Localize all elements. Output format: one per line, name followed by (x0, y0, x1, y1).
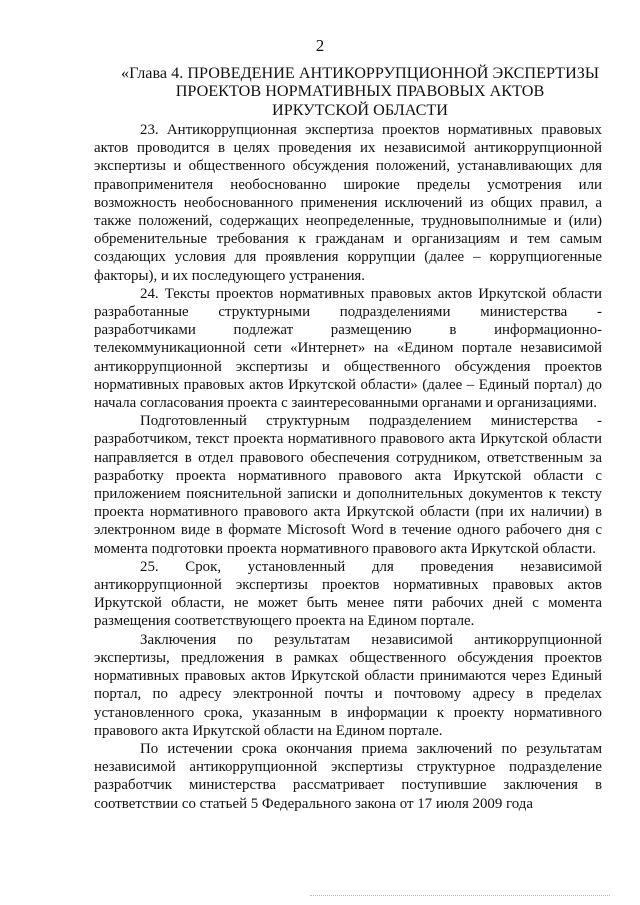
paragraph-25-review: По истечении срока окончания приема заключений по результатам независимой антикоррупционной экспертизы структурное подразделение разработчик министерства рассматривает поступившие заключения в соответствии со статьей 5 Федерального закона от 17 июля 2009 года (94, 740, 602, 812)
paragraph-24-continuation: Подготовленный структурным подразделением министерства - разработчиком, текст проекта нормативного правового акта Иркутской области направляется в отдел правового обеспечения сотрудником, ответственным за разработку проекта нормативного правового акта Иркутской области с приложением пояснительной записки и дополнительных документов к тексту проекта нормативного правового акта Иркутской области (при их наличии) в электронном виде в формате Microsoft Word в течение одного рабочего дня с момента подготовки проекта нормативного правового акта Иркутской области. (94, 413, 602, 557)
document-body (94, 121, 602, 813)
chapter-heading-line-3: ИРКУТСКОЙ ОБЛАСТИ (272, 100, 448, 119)
chapter-heading-line-2: ПРОЕКТОВ НОРМАТИВНЫХ ПРАВОВЫХ АКТОВ (175, 82, 545, 101)
paragraph-23: 23. Антикоррупционная экспертиза проектов нормативных правовых актов проводится в целях проведения их независимой антикоррупционной экспертизы и общественного обсуждения положений, устанавливающих для правоприменителя необоснованно широкие пределы усмотрения или возможность необоснованного применения исключений из общих правил, а также положений, содержащих неопределенные, трудновыполнимые и (или) обременительные требования к гражданам и организациям и тем самым создающих условия для проявления коррупции (далее – коррупциогенные факторы), и их последующего устранения. (94, 122, 602, 284)
paragraph-24: 24. Тексты проектов нормативных правовых актов Иркутской области разработанные структурными подразделениями министерства - разработчиками подлежат размещению в информационно-телекоммуникационной сети «Интернет» на «Едином портале независимой антикоррупционной экспертизы и общественного обсуждения проектов нормативных правовых актов Иркутской области» (далее – Единый портал) до начала согласования проекта с заинтересованными органами и организациями. (94, 285, 602, 412)
page-number: 2 (315, 36, 325, 55)
chapter-heading-line-1: «Глава 4. ПРОВЕДЕНИЕ АНТИКОРРУПЦИОННОЙ ЭКСПЕРТИЗЫ (121, 64, 599, 82)
paragraph-25: 25. Срок, установленный для проведения независимой антикоррупционной экспертизы проектов нормативных правовых актов Иркутской области, не может быть менее пяти рабочих дней с момента размещения соответствующего проекта на Едином портале. (94, 558, 602, 630)
paragraph-25-conclusions: Заключения по результатам независимой антикоррупционной экспертизы, предложения в рамках общественного обсуждения проектов нормативных правовых актов Иркутской области принимаются через Единый портал, по адресу электронной почты и почтовому адресу в пределах установленного срока, указанным в информации к проекту нормативного правового акта Иркутской области на Едином портале. (94, 631, 602, 739)
scan-edge-marks (310, 895, 610, 897)
chapter-heading (120, 64, 600, 119)
